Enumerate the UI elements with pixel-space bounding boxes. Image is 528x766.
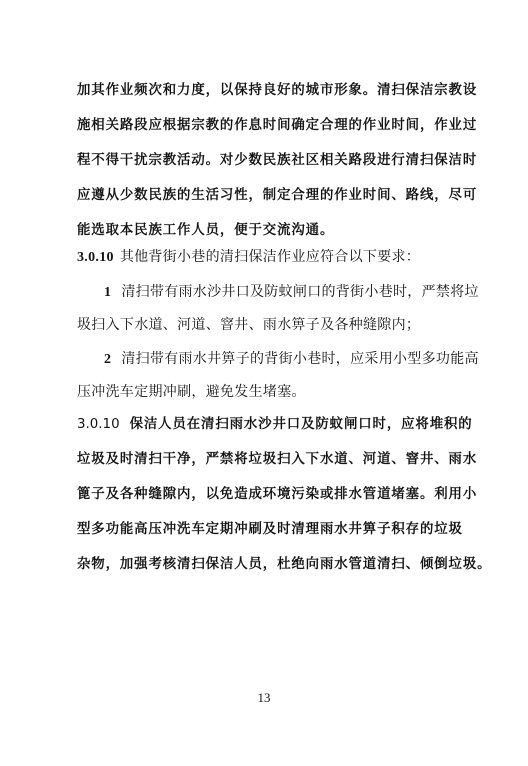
clause-text: 其他背街小巷的清扫保洁作业应符合以下要求： <box>119 250 421 265</box>
paragraph-line: 篦子及各种缝隙内，以免造成环境污染或排水管道堵塞。利用小 <box>77 486 478 502</box>
clause-number: 3.0.10 <box>77 417 120 432</box>
list-item-1-line-2: 圾扫入下水道、河道、窨井、雨水箅子及各种缝隙内； <box>77 318 421 333</box>
paragraph-line: 型多功能高压冲洗车定期冲刷及时清理雨水井箅子积存的垃圾 <box>77 521 463 537</box>
clause-heading <box>77 247 461 269</box>
item-number: 1 <box>104 285 112 300</box>
clause-text: 保洁人员在清扫雨水沙井口及防蚊闸口时，应将堆积的 <box>129 416 473 432</box>
item-number: 2 <box>104 352 112 367</box>
list-item-1-line-1 <box>104 282 479 304</box>
paragraph-line: 杂物，加强考核清扫保洁人员，杜绝向雨水管道清扫、倾倒垃圾。 <box>77 556 492 572</box>
paragraph-line: 应遵从少数民族的生活习性，制定合理的作业时间、路线，尽可 <box>77 187 478 203</box>
list-item-2-line-2: 压冲洗车定期冲刷，避免发生堵塞。 <box>77 385 306 400</box>
page-number: 13 <box>257 690 271 705</box>
paragraph-line: 程不得干扰宗教活动。对少数民族社区相关路段进行清扫保洁时 <box>77 152 478 168</box>
clause-kai-line-1 <box>77 413 473 435</box>
paragraph-line: 加其作业频次和力度，以保持良好的城市形象。清扫保洁宗教设 <box>77 82 478 98</box>
paragraph-line: 垃圾及时清扫干净，严禁将垃圾扫入下水道、河道、窨井、雨水 <box>77 451 478 467</box>
paragraph-line: 施相关路段应根据宗教的作息时间确定合理的作业时间，作业过 <box>77 117 478 133</box>
clause-number: 3.0.10 <box>77 250 114 265</box>
item-text: 清扫带有雨水沙井口及防蚊闸口的背街小巷时，严禁将垃 <box>121 285 479 300</box>
item-text: 清扫带有雨水井箅子的背街小巷时，应采用小型多功能高 <box>121 352 479 367</box>
paragraph-line: 能选取本民族工作人员，便于交流沟通。 <box>77 222 335 238</box>
list-item-2-line-1 <box>104 349 479 371</box>
